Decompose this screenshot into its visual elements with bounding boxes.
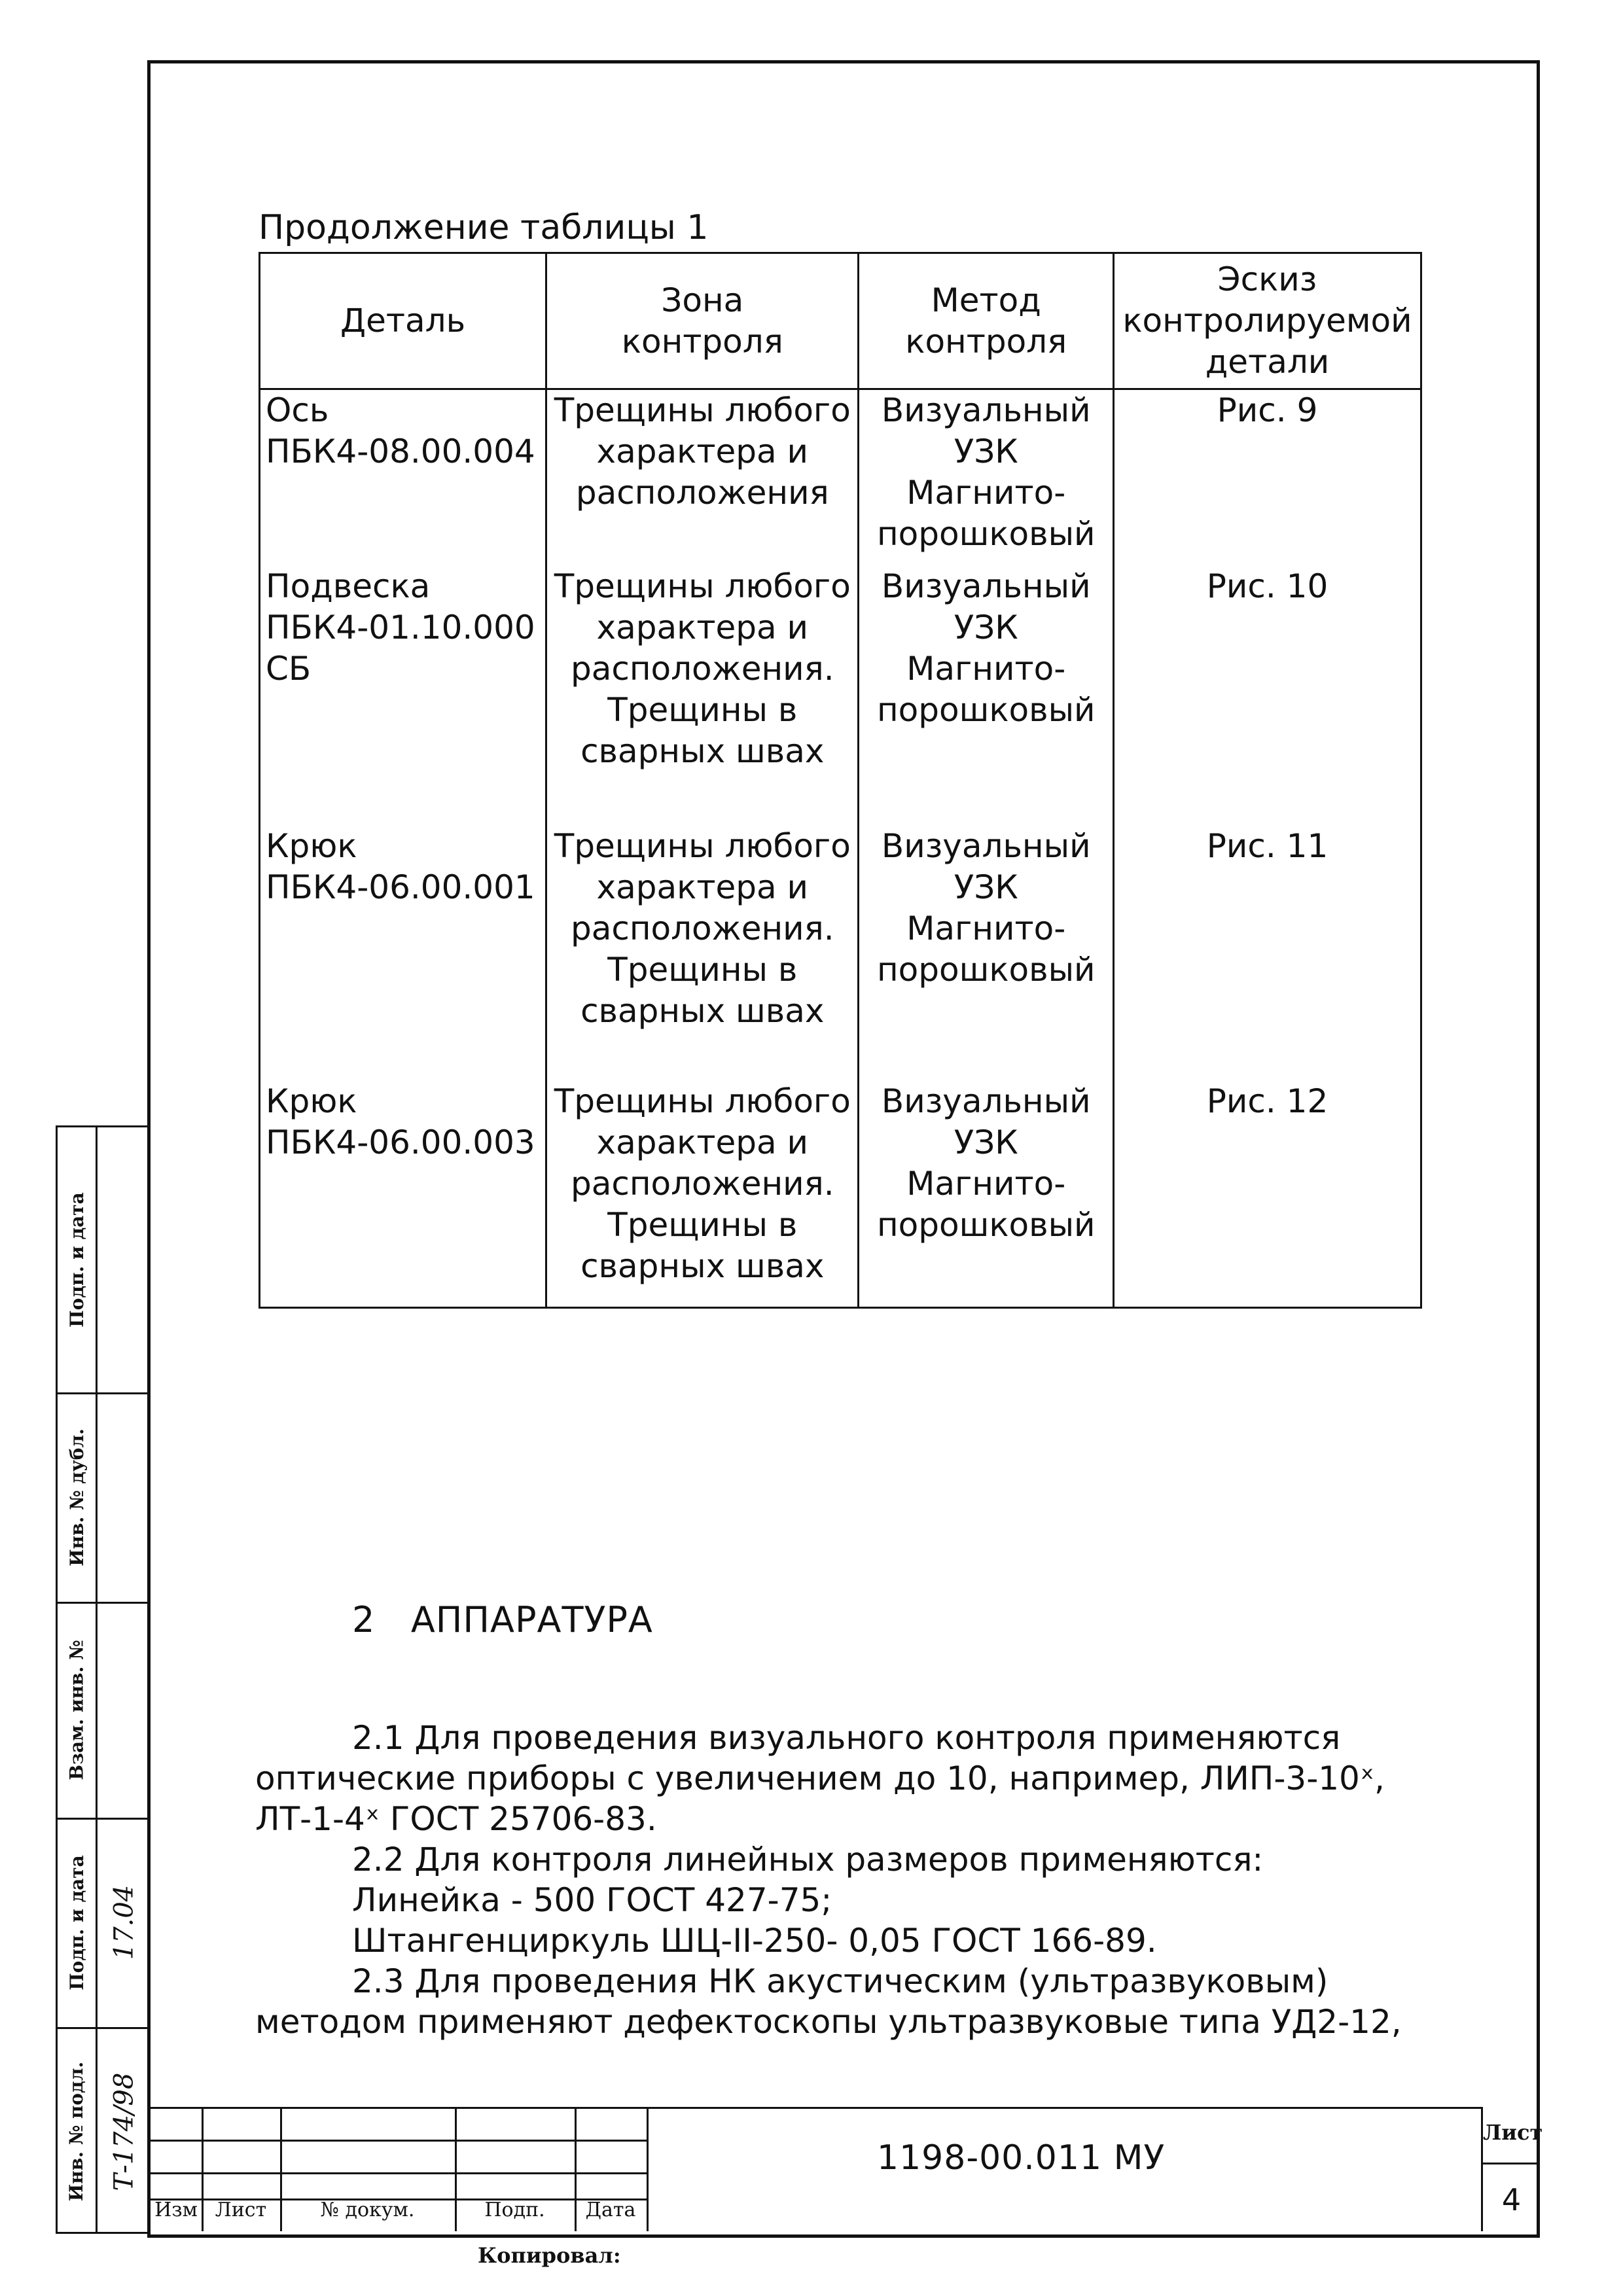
table-row [260,389,1421,567]
cell-method: Визуальный УЗК Магнито- порошковый [859,389,1114,567]
table-row [260,1081,1421,1308]
strip-label: Инв. № дубл. [65,1428,88,1566]
paragraph-line: Линейка - 500 ГОСТ 427-75; [352,1881,832,1919]
cell-part: Крюк ПБК4-06.00.003 [260,1081,546,1308]
title-block-label: Подп. [484,2199,545,2221]
table-row [260,826,1421,1081]
cell-method: Визуальный УЗК Магнито- порошковый [859,826,1114,1081]
cell-zone: Трещины любого характера и расположения [546,389,859,567]
sheet-number: 4 [1501,2182,1522,2217]
title-block-label: № докум. [320,2199,415,2221]
paragraph-line: ЛТ-1-4ˣ ГОСТ 25706-83. [255,1800,657,1838]
cell-sketch: Рис. 10 [1114,566,1421,826]
handwritten-inventory: Т-174/98 [109,2072,139,2191]
paragraph-line: оптические приборы с увеличением до 10, например, ЛИП-3-10ˣ, [255,1759,1385,1797]
cell-part: Ось ПБК4-08.00.004 [260,389,546,567]
header-sketch: Эскиз контролируемой детали [1114,253,1421,389]
paragraph-line: методом применяют дефектоскопы ультразвуковые типа УД2-12, [255,2003,1402,2041]
header-part: Деталь [260,253,546,389]
paragraph-line: 2.3 Для проведения НК акустическим (ультразвуковым) [352,1962,1329,2000]
strip-label: Подп. и дата [65,1854,88,1990]
handwritten-date: 17.04 [109,1884,139,1960]
paragraph-line: 2.2 Для контроля линейных размеров применяются: [352,1841,1264,1879]
strip-label: Подп. и дата [65,1192,88,1328]
cell-part: Крюк ПБК4-06.00.001 [260,826,546,1081]
title-block-label: Лист [215,2199,267,2221]
table-header-row [260,253,1421,389]
table-caption: Продолжение таблицы 1 [259,208,709,247]
header-zone: Зона контроля [546,253,859,389]
strip-label: Взам. инв. № [65,1639,88,1780]
cell-sketch: Рис. 9 [1114,389,1421,567]
strip-label: Инв. № подл. [65,2061,88,2202]
title-block-label: Дата [585,2199,636,2221]
cell-sketch: Рис. 12 [1114,1081,1421,1308]
cell-zone: Трещины любого характера и расположения. Трещины в сварных швах [546,566,859,826]
cell-sketch: Рис. 11 [1114,826,1421,1081]
sheet-box [1481,2107,1543,2231]
section-title: АППАРАТУРА [410,1599,653,1640]
cell-part: Подвеска ПБК4-01.10.000 СБ [260,566,546,826]
paragraph-line: Штангенциркуль ШЦ-II-250- 0,05 ГОСТ 166-89. [352,1922,1157,1960]
section-heading [352,1599,653,1640]
cell-method: Визуальный УЗК Магнито- порошковый [859,1081,1114,1308]
inspection-table [259,252,1422,1309]
section-number: 2 [352,1599,376,1640]
copied-by-label: Копировал: [478,2243,621,2268]
cell-zone: Трещины любого характера и расположения. Трещины в сварных швах [546,826,859,1081]
sheet-label: Лист [1483,2120,1543,2145]
cell-zone: Трещины любого характера и расположения. Трещины в сварных швах [546,1081,859,1308]
binding-strip [56,1125,151,2234]
header-method: Метод контроля [859,253,1114,389]
document-code: 1198-00.011 МУ [877,2138,1166,2178]
paragraph-line: 2.1 Для проведения визуального контроля применяются [352,1719,1341,1757]
title-block-label: Изм [154,2199,198,2221]
cell-method: Визуальный УЗК Магнито- порошковый [859,566,1114,826]
table-row [260,566,1421,826]
